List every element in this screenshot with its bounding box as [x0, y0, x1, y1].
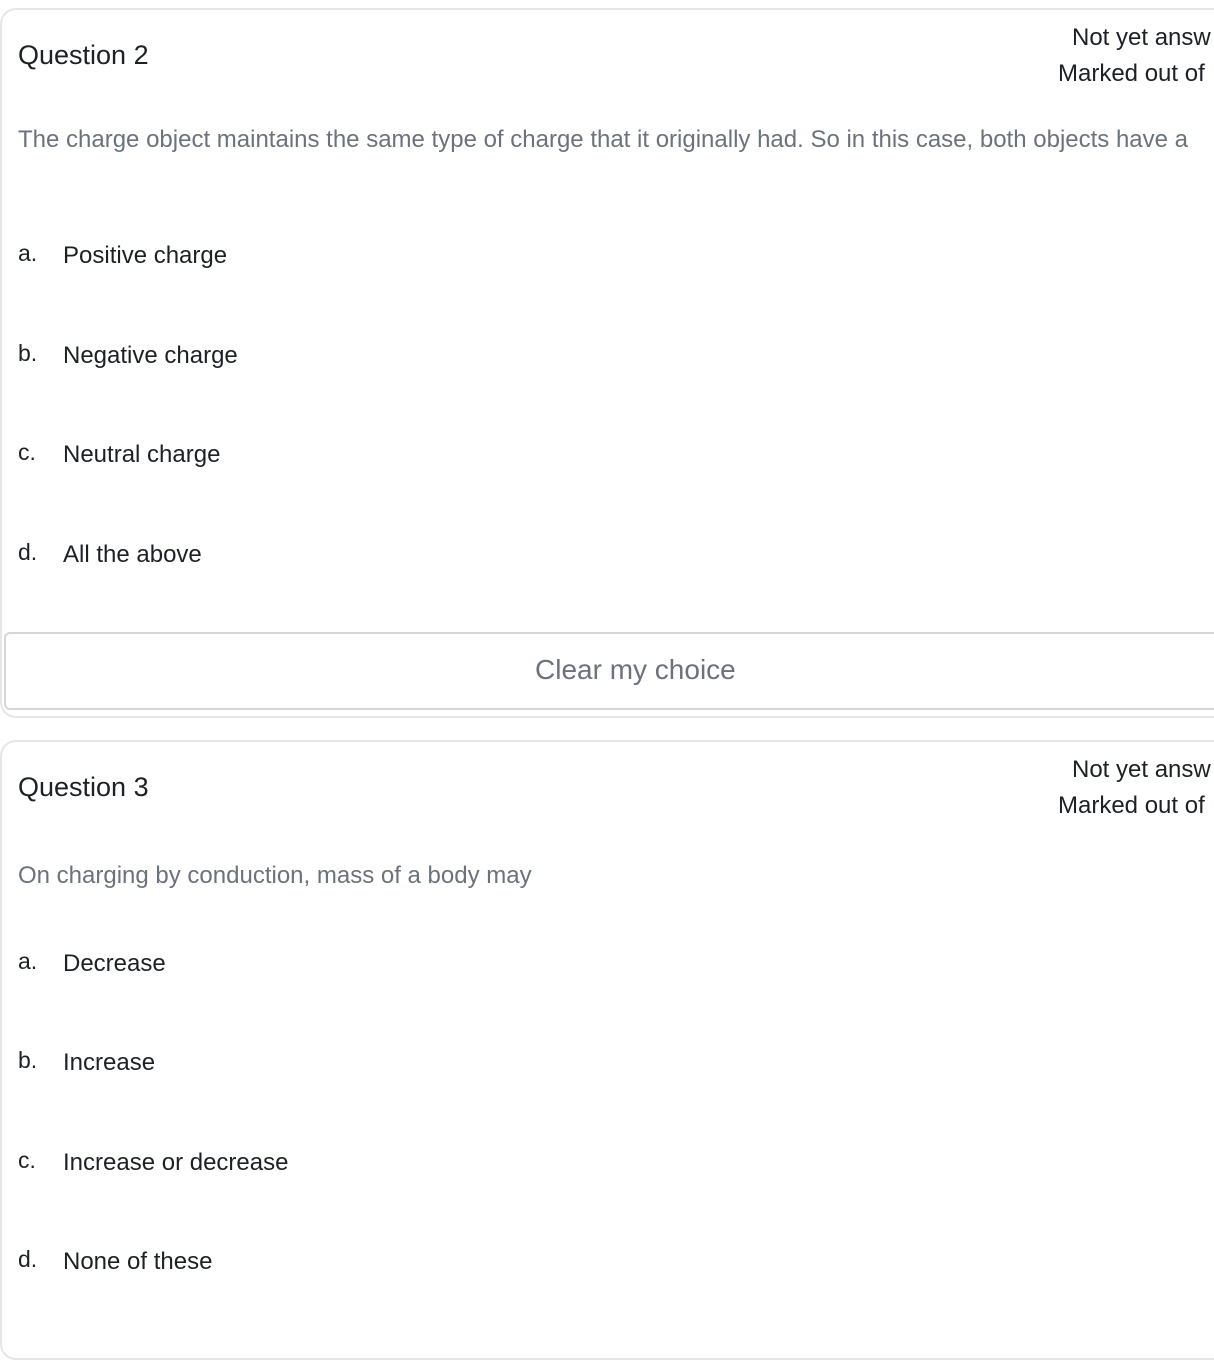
answer-option-d[interactable] [18, 1244, 212, 1284]
marks-info: Marked out of [1058, 60, 1205, 87]
option-label[interactable]: Neutral charge [63, 441, 221, 468]
answer-status: Not yet answ [1072, 24, 1211, 51]
answer-option-c[interactable] [18, 1145, 288, 1185]
answer-option-d[interactable] [18, 537, 202, 577]
answer-option-b[interactable] [18, 1045, 155, 1085]
option-label[interactable]: Decrease [63, 950, 166, 977]
option-letter: d. [18, 539, 38, 565]
question-title: Question 3 [18, 772, 149, 802]
question-text: On charging by conduction, mass of a body may [18, 862, 532, 889]
answer-option-c[interactable] [18, 437, 220, 477]
option-letter: b. [18, 340, 38, 366]
option-label[interactable]: All the above [63, 541, 202, 568]
answer-status: Not yet answ [1072, 756, 1211, 783]
option-letter: d. [18, 1246, 38, 1272]
option-letter: c. [18, 1147, 36, 1173]
option-label[interactable]: Negative charge [63, 342, 238, 369]
option-label[interactable]: Positive charge [63, 242, 228, 269]
option-letter: c. [18, 439, 36, 465]
question-status-info [1058, 752, 1211, 824]
answer-option-a[interactable] [18, 946, 166, 986]
marks-info: Marked out of [1058, 792, 1205, 819]
clear-choice-button[interactable] [4, 632, 1214, 710]
clear-choice-label: Clear my choice [535, 654, 736, 685]
option-label[interactable]: None of these [63, 1248, 213, 1275]
question-text: The charge object maintains the same type of charge that it originally had. So in this case, both objects have a [18, 126, 1189, 153]
question-card-2 [0, 8, 1214, 718]
option-letter: a. [18, 948, 38, 974]
answer-option-a[interactable] [18, 238, 227, 278]
option-label[interactable]: Increase [63, 1049, 156, 1076]
option-letter: a. [18, 240, 38, 266]
answer-option-b[interactable] [18, 338, 238, 378]
question-title: Question 2 [18, 40, 149, 70]
option-label[interactable]: Increase or decrease [63, 1149, 289, 1176]
question-card-3 [0, 740, 1214, 1360]
option-letter: b. [18, 1047, 38, 1073]
question-status-info [1058, 20, 1211, 92]
